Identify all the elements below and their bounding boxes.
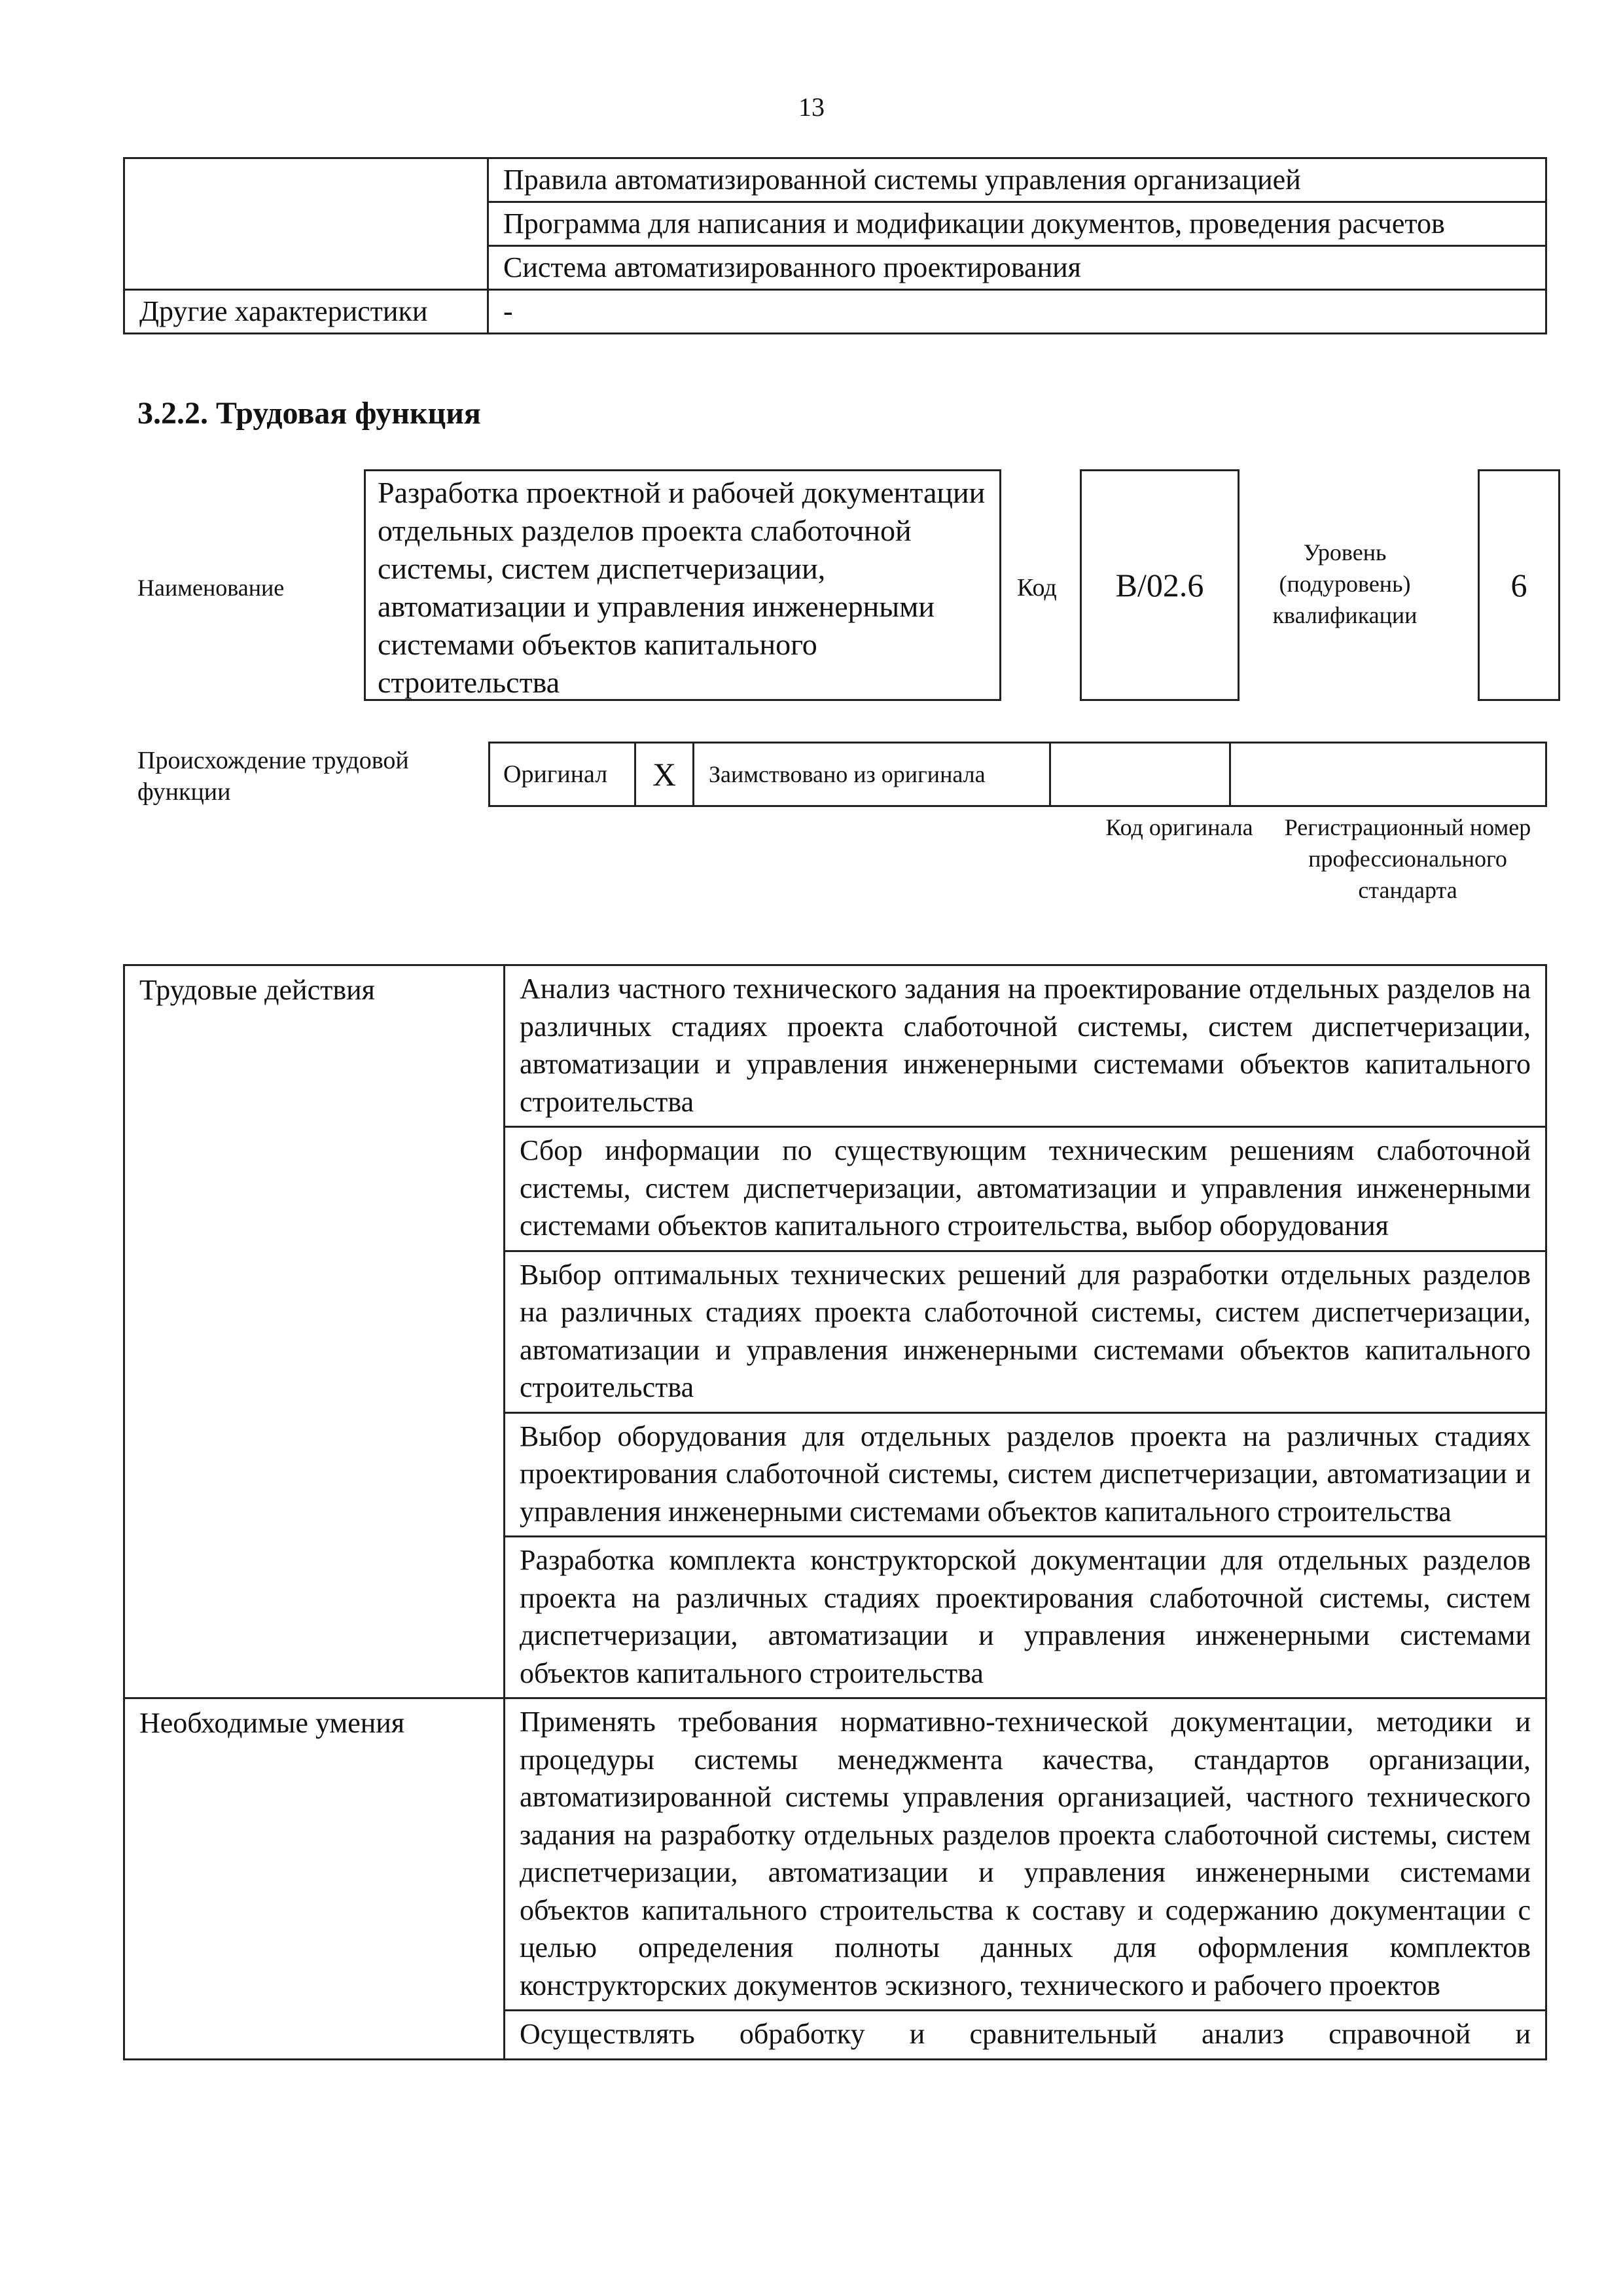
code-original-caption: Код оригинала: [1105, 814, 1253, 840]
table-label-cell: [124, 158, 488, 290]
original-mark: X: [635, 743, 694, 806]
table-row: [124, 158, 1546, 202]
reg-number-cell: [1230, 743, 1546, 806]
borrowed-label: Заимствовано из оригинала: [694, 743, 1050, 806]
level-label: Уровень (подуровень) квалификации: [1272, 539, 1418, 628]
origin-label: Происхождение трудовой функции: [137, 747, 409, 806]
name-label: Наименование: [137, 575, 285, 601]
origin-table: [488, 742, 1547, 807]
main-table: [123, 964, 1547, 2060]
labor-actions-label: Трудовые действия: [124, 965, 505, 1698]
code-original-cell: [1050, 743, 1230, 806]
level-box: 6: [1478, 469, 1560, 701]
table-value-cell: Выбор оптимальных технических решений для разработки отдельных разделов на различных стадиях проекта слаботочной системы, систем диспетчеризации, автоматизации и управления инженерными системами объектов капитального строительства: [505, 1251, 1546, 1412]
page-number: 13: [798, 92, 825, 122]
table-value-cell: Анализ частного технического задания на проектирование отдельных разделов на различных стадиях проекта слаботочной системы, систем диспетчеризации, автоматизации и управления инженерными системами объектов капитального строительства: [505, 965, 1546, 1127]
table-value-cell: Правила автоматизированной системы управления организацией: [488, 158, 1546, 202]
top-table: [123, 157, 1547, 334]
table-row: [124, 965, 1546, 1127]
function-name-box: Разработка проектной и рабочей документации отдельных разделов проекта слаботочной системы, систем диспетчеризации, автоматизации и управления инженерными системами объектов капитального строительства: [364, 469, 1001, 701]
section-heading: 3.2.2. Трудовая функция: [137, 396, 481, 431]
table-value-cell: Программа для написания и модификации документов, проведения расчетов: [488, 202, 1546, 246]
table-value-cell: Применять требования нормативно-технической документации, методики и процедуры системы менеджмента качества, стандартов организации, автоматизированной системы управления организацией, частного технического задания на разработку отдельных разделов проекта слаботочной системы, систем диспетчеризации, автоматизации и управления инженерными системами объектов капитального строительства к составу и содержанию документации с целью определения полноты данных для оформления комплектов конструкторских документов эскизного, технического и рабочего проектов: [505, 1698, 1546, 2011]
table-value-cell: Система автоматизированного проектирования: [488, 246, 1546, 290]
code-label: Код: [1017, 574, 1057, 601]
table-value-cell: Осуществлять обработку и сравнительный анализ справочной и: [505, 2011, 1546, 2060]
reg-number-caption: Регистрационный номер профессионального стандарта: [1284, 814, 1531, 903]
table-row: [490, 743, 1546, 806]
table-value-cell: -: [488, 290, 1546, 334]
table-label-cell: Другие характеристики: [124, 290, 488, 334]
required-skills-label: Необходимые умения: [124, 1698, 505, 2060]
table-value-cell: Разработка комплекта конструкторской документации для отдельных разделов проекта на различных стадиях проектирования слаботочной системы, систем диспетчеризации, автоматизации и управления инженерными системами объектов капитального строительства: [505, 1537, 1546, 1698]
table-value-cell: Сбор информации по существующим техническим решениям слаботочной системы, систем диспетчеризации, автоматизации и управления инженерными системами объектов капитального строительства, выбор оборудования: [505, 1127, 1546, 1251]
table-value-cell: Выбор оборудования для отдельных разделов проекта на различных стадиях проектирования слаботочной системы, систем диспетчеризации, автоматизации и управления инженерными системами объектов капитального строительства: [505, 1412, 1546, 1537]
table-row: [124, 1698, 1546, 2011]
table-row: [124, 290, 1546, 334]
original-label: Оригинал: [490, 743, 635, 806]
code-box: В/02.6: [1080, 469, 1240, 701]
